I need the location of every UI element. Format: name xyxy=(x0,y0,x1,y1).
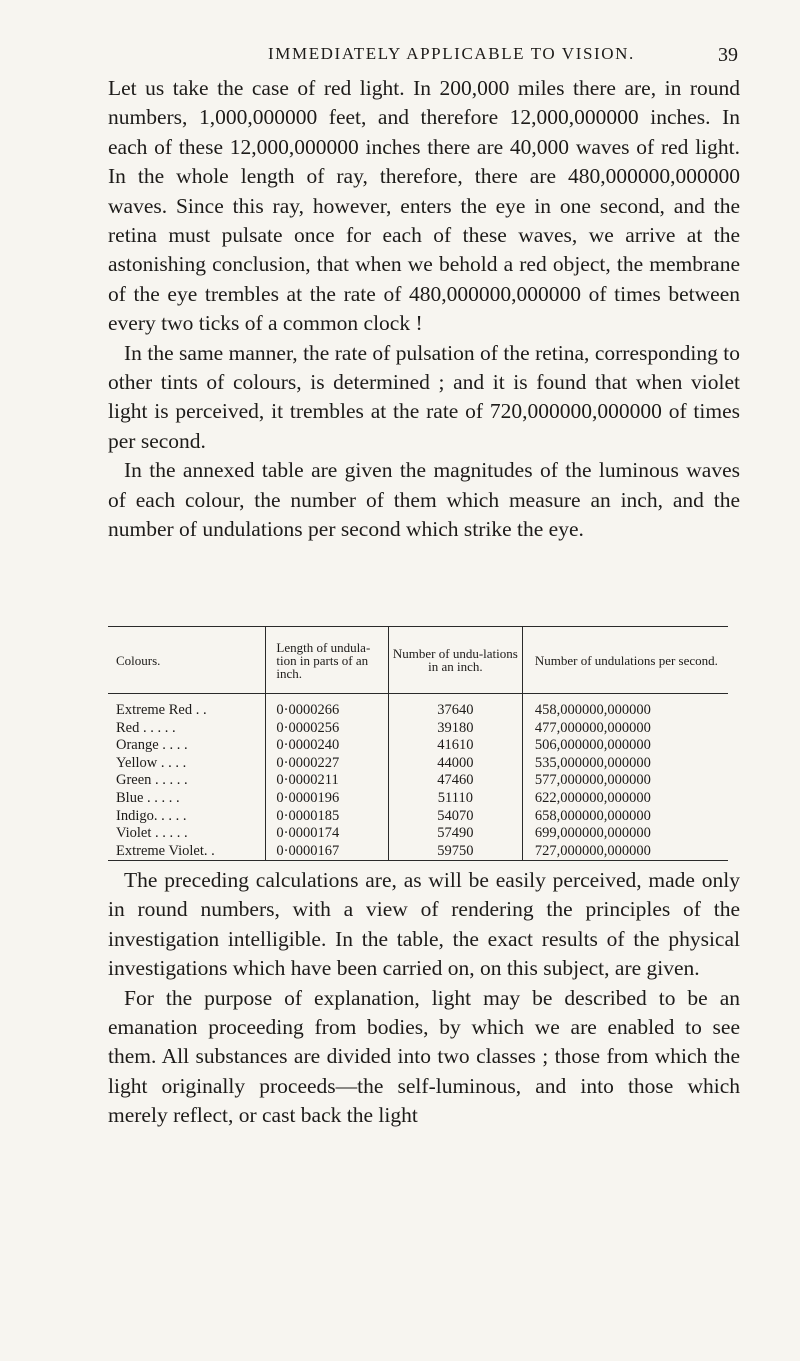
body-text-top xyxy=(108,74,740,545)
length-cell: 0·0000167 xyxy=(266,843,388,861)
colour-cell: Blue . . . . . xyxy=(116,789,180,806)
colour-cell: Green . . . . . xyxy=(116,772,188,789)
per-inch-cell: 39180 xyxy=(388,720,522,738)
per-second-cell: 658,000000,000000 xyxy=(522,808,728,826)
colour-cell: Red . . . . . xyxy=(116,719,176,736)
per-inch-cell: 54070 xyxy=(388,808,522,826)
length-cell: 0·0000266 xyxy=(266,694,388,720)
header-length: Length of undula-tion in parts of an inch. xyxy=(266,627,388,694)
per-second-cell: 506,000000,000000 xyxy=(522,737,728,755)
per-second-cell: 458,000000,000000 xyxy=(522,694,728,720)
length-cell: 0·0000211 xyxy=(266,772,388,790)
per-inch-cell: 51110 xyxy=(388,790,522,808)
per-inch-cell: 47460 xyxy=(388,772,522,790)
paragraph: Let us take the case of red light. In 200,000 miles there are, in round numbers, 1,000,000000 feet, and therefore 12,000,000000 inches. In each of these 12,000,000000 inches there are 40,000 waves of red light. In the whole length of ray, therefore, there are 480,000000,000000 waves. Since this ray, however, enters the eye in one second, and the retina must pulsate once for each of these waves, we arrive at the astonishing conclusion, that when we behold a red object, the membrane of the eye trembles at the rate of 480,000000,000000 of times between every two ticks of a common clock ! xyxy=(108,76,740,336)
per-inch-cell: 37640 xyxy=(388,694,522,720)
length-cell: 0·0000174 xyxy=(266,825,388,843)
per-second-cell: 727,000000,000000 xyxy=(522,843,728,861)
per-second-cell: 577,000000,000000 xyxy=(522,772,728,790)
per-inch-cell: 44000 xyxy=(388,755,522,773)
running-title: IMMEDIATELY APPLICABLE TO VISION. xyxy=(268,44,635,63)
paragraph: The preceding calculations are, as will be easily perceived, made only in round numbers, with a view of rendering the principles of the investigation intelligible. In the table, the exact results of the physical investigations which have been carried on, on this subject, are given. xyxy=(108,868,740,981)
colour-cell: Extreme Violet. . xyxy=(108,843,266,861)
per-second-cell: 535,000000,000000 xyxy=(522,755,728,773)
header-colours: Colours. xyxy=(108,627,266,694)
per-second-cell: 477,000000,000000 xyxy=(522,720,728,738)
table-row xyxy=(108,720,728,738)
per-second-cell: 622,000000,000000 xyxy=(522,790,728,808)
table-row xyxy=(108,790,728,808)
paragraph: For the purpose of explanation, light may be described to be an emanation proceeding from bodies, by which we are enabled to see them. All substances are divided into two classes ; those from which the light originally proceeds—the self-luminous, and into those which merely reflect, or cast back the light xyxy=(108,985,740,1128)
table-row xyxy=(108,808,728,826)
header-number-second: Number of undulations per second. xyxy=(522,627,728,694)
colour-cell: Violet . . . . . xyxy=(116,825,188,842)
body-text-bottom xyxy=(108,866,740,1131)
table-row xyxy=(108,843,728,861)
length-cell: 0·0000227 xyxy=(266,755,388,773)
table-row xyxy=(108,694,728,720)
per-second-cell: 699,000000,000000 xyxy=(522,825,728,843)
colour-cell: Orange . . . . xyxy=(116,737,188,754)
length-cell: 0·0000256 xyxy=(266,720,388,738)
table-header-row xyxy=(108,627,728,694)
colour-cell: Extreme Red . . xyxy=(116,702,207,718)
table-row xyxy=(108,825,728,843)
paragraph: In the annexed table are given the magnitudes of the luminous waves of each colour, the number of them which measure an inch, and the number of undulations per second which strike the eye. xyxy=(108,458,740,542)
length-cell: 0·0000185 xyxy=(266,808,388,826)
colour-cell: Yellow . . . . xyxy=(116,754,187,771)
page-number: 39 xyxy=(718,44,738,66)
table-row xyxy=(108,772,728,790)
wave-table xyxy=(108,626,740,861)
header-number-inch: Number of undu-lations in an inch. xyxy=(388,627,522,694)
per-inch-cell: 41610 xyxy=(388,737,522,755)
per-inch-cell: 59750 xyxy=(388,843,522,861)
length-cell: 0·0000240 xyxy=(266,737,388,755)
length-cell: 0·0000196 xyxy=(266,790,388,808)
table-row xyxy=(108,755,728,773)
table-row xyxy=(108,737,728,755)
paragraph: In the same manner, the rate of pulsation of the retina, corresponding to other tints of colours, is determined ; and it is found that when violet light is perceived, it trembles at the rate of 720,000000,000000 of times per second. xyxy=(108,340,740,453)
colour-cell: Indigo. . . . . xyxy=(116,807,187,824)
per-inch-cell: 57490 xyxy=(388,825,522,843)
